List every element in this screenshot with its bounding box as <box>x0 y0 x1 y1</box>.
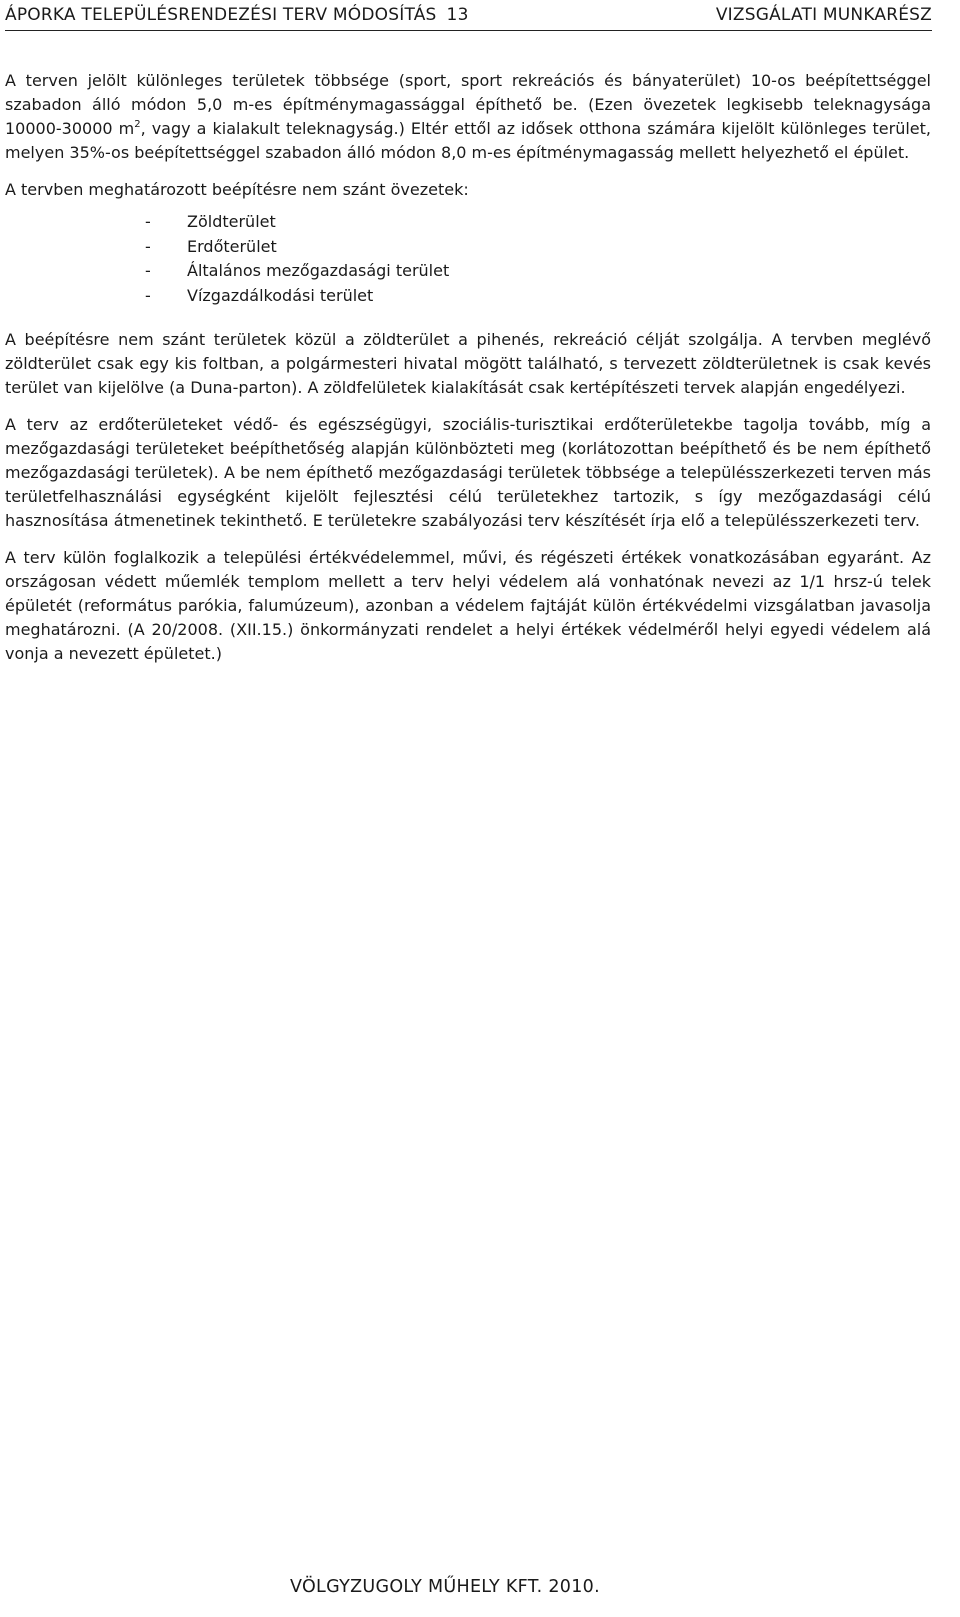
paragraph-text: , vagy a kialakult teleknagyság.) Eltér ettől az idősek otthona számára kijelölt különleges terület, melyen 35%-os beépítettséggel szabadon álló módon 8,0 m-es építménymagasság mellett helyezhető el épület. <box>5 119 931 162</box>
paragraph-special-areas <box>5 69 931 165</box>
paragraph-forest-agri: A terv az erdőterületeket védő- és egészségügyi, szociális-turisztikai erdőterületekbe tagolja tovább, míg a mezőgazdasági területeket beépíthetőség alapján különbözteti meg (korlátozottan beépíthető és be nem építhető mezőgazdasági területek). A be nem építhető mezőgazdasági területek többsége a településszerkezeti terven más területfelhasználási egységként kijelölt fejlesztési célú területekhez tartozik, s így mezőgazdasági célú hasznosítása átmenetinek tekinthető. E területekre szabályozási terv készítését írja elő a településszerkezeti terv. <box>5 415 931 530</box>
header-page-number: 13 <box>446 5 469 25</box>
paragraph-text: A terven jelölt különleges területek többsége (sport, sport rekreációs és bányaterület) 10-os beépítettséggel szabadon álló módon 5,0 m-es építménymagassággal építhető be. (Ezen övezetek legkisebb teleknagysága 10000-30000 m <box>5 71 931 138</box>
header-section: VIZSGÁLATI MUNKARÉSZ <box>715 5 932 25</box>
header-left <box>5 4 469 26</box>
page-header <box>5 4 932 31</box>
zone-list <box>5 210 931 308</box>
header-title: ÁPORKA TELEPÜLÉSRENDEZÉSI TERV MÓDOSÍTÁS <box>5 5 437 25</box>
list-item: - Erdőterület <box>145 235 931 260</box>
list-item: - Általános mezőgazdasági terület <box>145 259 931 284</box>
paragraph-heritage: A terv külön foglalkozik a települési értékvédelemmel, művi, és régészeti értékek vonatkozásában egyaránt. Az országosan védett műemlék templom mellett a terv helyi védelem alá vonhatónak nevezi az 1/1 hrsz-ú telek épületét (református parókia, falumúzeum), azonban a védelem fajtáját külön értékvédelmi vizsgálatban javasolja meghatározni. (A 20/2008. (XII.15.) önkormányzati rendelet a helyi értékek védelméről helyi egyedi védelem alá vonja a nevezett épületet.) <box>5 548 931 663</box>
document-body <box>5 69 931 666</box>
list-item: - Zöldterület <box>145 210 931 235</box>
list-item: - Vízgazdálkodási terület <box>145 284 931 309</box>
superscript: 2 <box>134 119 141 130</box>
paragraph-green-areas: A beépítésre nem szánt területek közül a zöldterület a pihenés, rekreáció célját szolgálja. A tervben meglévő zöldterület csak egy kis foltban, a polgármesteri hivatal mögött található, s tervezett zöldterületnek is csak kevés terület van kijelölve (a Duna-parton). A zöldfelületek kialakítását csak kertépítészeti tervek alapján engedélyezi. <box>5 330 931 397</box>
page-footer: VÖLGYZUGOLY MŰHELY KFT. 2010. <box>290 1577 600 1597</box>
paragraph-zones-intro: A tervben meghatározott beépítésre nem szánt övezetek: <box>5 180 469 199</box>
